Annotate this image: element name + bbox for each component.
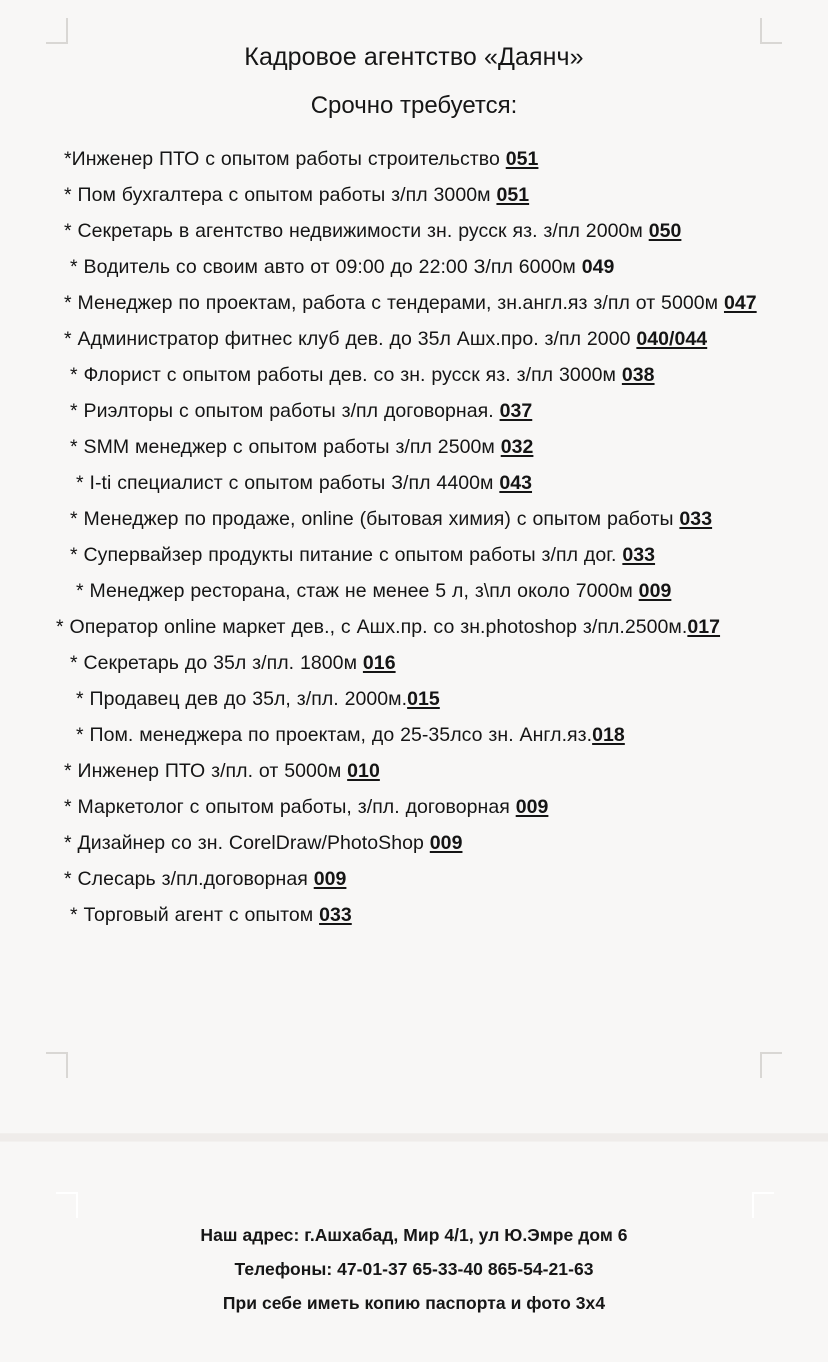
vacancy-code: 047	[723, 292, 757, 315]
vacancy-code: 049	[581, 256, 615, 279]
footer-note: При себе иметь копию паспорта и фото 3х4	[222, 1293, 606, 1313]
vacancy-description: * Администратор фитнес клуб дев. до 35л Ашх.про. з/пл 2000	[64, 328, 637, 351]
vacancy-code: 009	[515, 796, 549, 819]
vacancy-item	[56, 213, 770, 249]
vacancy-description: * Пом. менеджера по проектам, до 25-35лсо зн. Англ.яз.	[76, 724, 593, 747]
vacancy-description: * SMM менеджер с опытом работы з/пл 2500м	[70, 436, 501, 459]
vacancy-description: * Менеджер по продаже, online (бытовая химия) с опытом работы	[70, 508, 680, 531]
vacancy-description: * Секретарь до 35л з/пл. 1800м	[70, 652, 363, 675]
vacancy-description: * Менеджер ресторана, стаж не менее 5 л, з\пл около 7000м	[76, 580, 639, 603]
page-divider	[0, 1133, 828, 1142]
vacancy-description: * Пом бухгалтера с опытом работы з/пл 3000м	[64, 184, 497, 207]
vacancy-code: 043	[499, 472, 533, 495]
flyer-header	[0, 0, 828, 121]
crop-mark-bottom-left-icon	[46, 1052, 68, 1078]
vacancy-description: * Дизайнер со зн. CorelDraw/PhotoShop	[64, 832, 430, 855]
vacancy-description: * I-ti специалист с опытом работы З/пл 4400м	[76, 472, 500, 495]
vacancy-item	[56, 465, 770, 501]
footer-address: Наш адрес: г.Ашхабад, Мир 4/1, ул Ю.Эмре дом 6	[200, 1225, 628, 1245]
crop-mark-footer-right-icon	[752, 1192, 774, 1218]
vacancy-item	[56, 825, 770, 861]
vacancy-item	[56, 717, 770, 753]
vacancy-code: 009	[638, 580, 672, 603]
organization-title: Кадровое агентство «Даянч»	[244, 43, 584, 71]
vacancy-item	[56, 393, 770, 429]
vacancy-list	[0, 141, 828, 933]
vacancy-description: * Продавец дев до 35л, з/пл. 2000м.	[76, 688, 408, 711]
vacancy-code: 033	[622, 544, 656, 567]
vacancy-code: 010	[347, 760, 380, 783]
vacancy-description: * Инженер ПТО з/пл. от 5000м	[64, 760, 348, 783]
vacancy-description: * Водитель со своим авто от 09:00 до 22:00 З/пл 6000м	[70, 256, 582, 279]
vacancy-item	[56, 177, 770, 213]
vacancy-item	[56, 501, 770, 537]
vacancy-code: 033	[319, 904, 352, 927]
vacancy-code: 037	[499, 400, 533, 423]
vacancy-item	[56, 141, 770, 177]
vacancy-code: 050	[648, 220, 682, 243]
vacancy-code: 009	[429, 832, 463, 855]
vacancy-code: 015	[407, 688, 440, 711]
vacancy-item	[56, 429, 770, 465]
vacancy-description: * Секретарь в агентство недвижимости зн. русск яз. з/пл 2000м	[64, 220, 649, 243]
vacancy-description: * Супервайзер продукты питание с опытом работы з/пл дог.	[70, 544, 623, 567]
vacancy-description: * Торговый агент с опытом	[70, 904, 320, 927]
vacancy-description: * Менеджер по проектам, работа с тендерами, зн.англ.яз з/пл от 5000м	[64, 292, 724, 315]
vacancy-code: 017	[687, 616, 721, 639]
vacancy-item	[56, 285, 770, 321]
vacancy-item	[56, 357, 770, 393]
vacancy-code: 040/044	[636, 328, 708, 351]
vacancy-item	[56, 609, 770, 645]
vacancy-item	[56, 861, 770, 897]
footer-phones: Телефоны: 47-01-37 65-33-40 865-54-21-63	[234, 1259, 594, 1279]
vacancy-description: * Маркетолог с опытом работы, з/пл. договорная	[64, 796, 516, 819]
vacancy-code: 009	[313, 868, 347, 891]
vacancy-code: 038	[621, 364, 655, 387]
crop-mark-footer-left-icon	[56, 1192, 78, 1218]
vacancy-item	[56, 897, 770, 933]
vacancy-code: 051	[496, 184, 530, 207]
flyer-footer	[0, 1218, 828, 1320]
urgent-heading: Срочно требуется:	[310, 92, 518, 120]
vacancy-description: * Риэлторы с опытом работы з/пл договорная.	[70, 400, 500, 423]
vacancy-item	[56, 321, 770, 357]
vacancy-description: * Флорист с опытом работы дев. со зн. русск яз. з/пл 3000м	[70, 364, 622, 387]
vacancy-item	[56, 249, 770, 285]
vacancy-item	[56, 789, 770, 825]
vacancy-item	[56, 681, 770, 717]
crop-mark-bottom-right-icon	[760, 1052, 782, 1078]
vacancy-item	[56, 537, 770, 573]
vacancy-item	[56, 753, 770, 789]
vacancy-item	[56, 645, 770, 681]
vacancy-description: * Оператор online маркет дев., с Ашх.пр. со зн.photoshop з/пл.2500м.	[56, 616, 688, 639]
vacancy-code: 032	[500, 436, 534, 459]
vacancy-item	[56, 573, 770, 609]
vacancy-description: * Слесарь з/пл.договорная	[64, 868, 314, 891]
vacancy-code: 033	[679, 508, 713, 531]
vacancy-code: 051	[505, 148, 539, 171]
vacancy-code: 016	[362, 652, 396, 675]
vacancy-description: *Инженер ПТО с опытом работы строительство	[64, 148, 506, 171]
vacancy-code: 018	[592, 724, 625, 747]
